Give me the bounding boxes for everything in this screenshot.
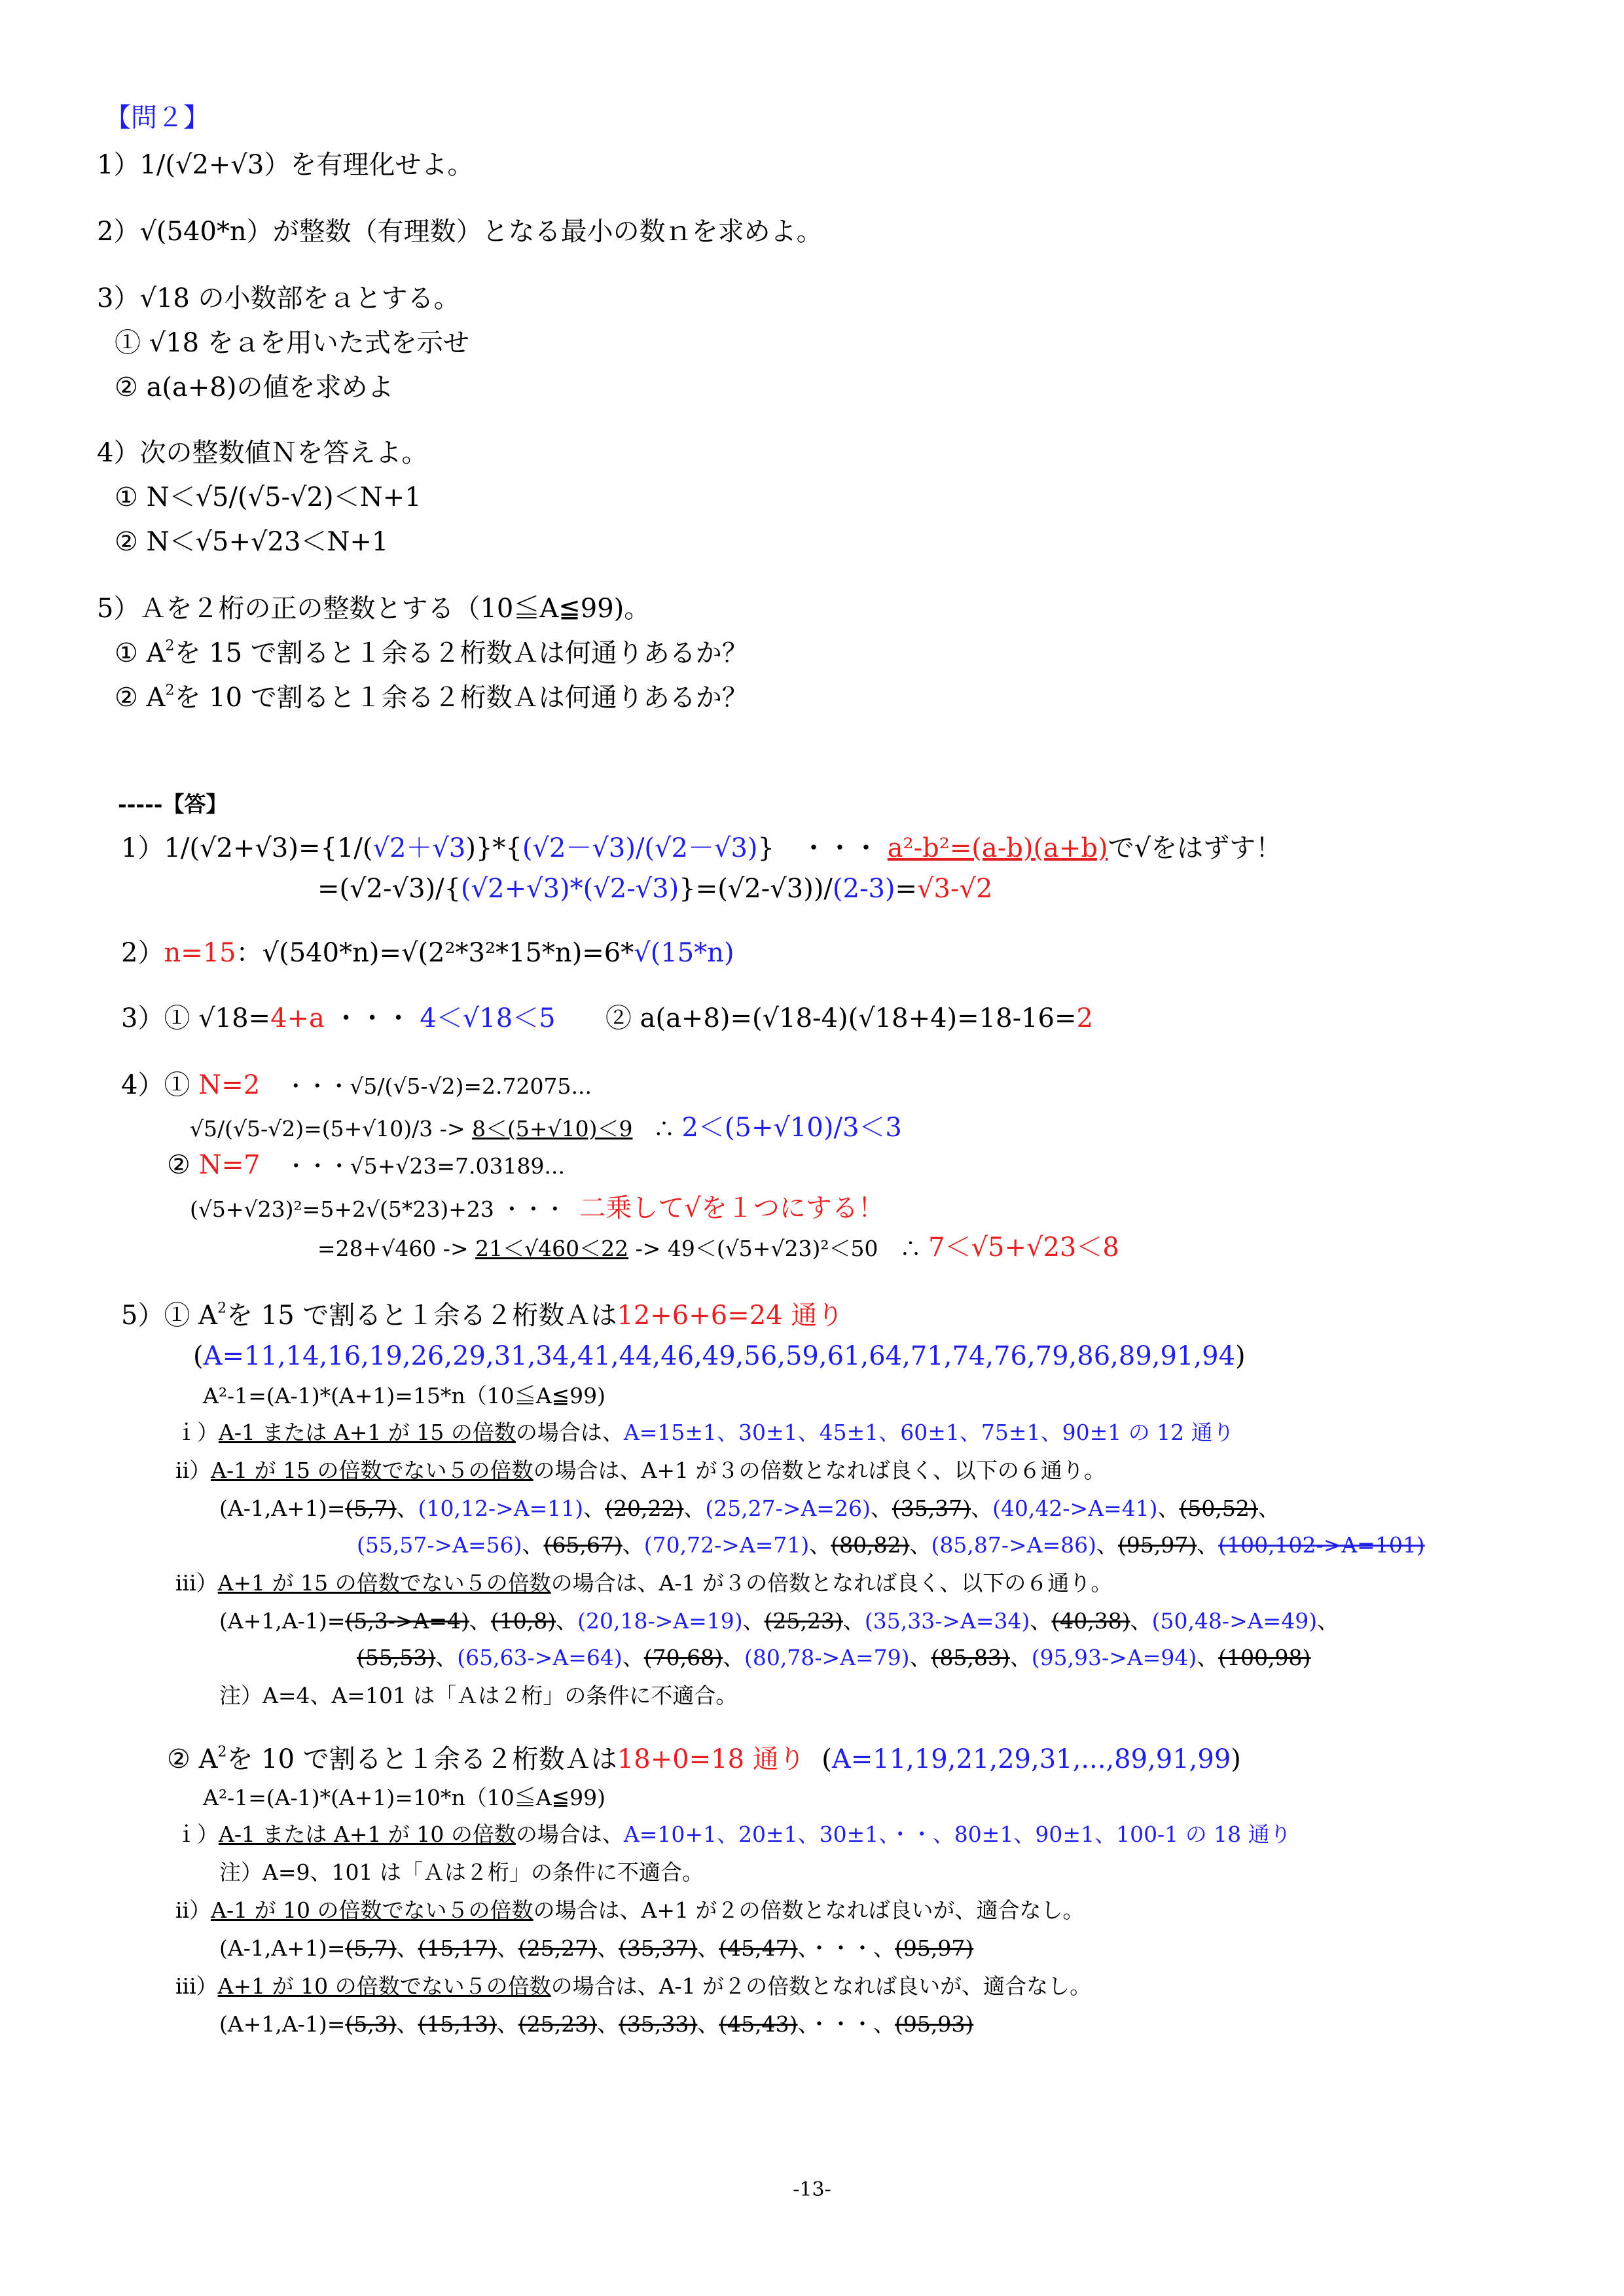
answer-5-1-note: 注）A=4、A=101 は「Ａは２桁」の条件に不適合。 xyxy=(219,1683,738,1708)
answer-1-line-1: 1）1/(√2+√3)={1/(√2＋√3)}*{(√2－√3)/(√2－√3)} ・・・ a²-b²=(a-b)(a+b)で√をはずす！ xyxy=(121,833,1282,863)
question-3-1: ① √18 をａを用いた式を示せ xyxy=(115,328,469,358)
page-title: 【問２】 xyxy=(105,103,209,133)
question-4: 4）次の整数値Ｎを答えよ。 xyxy=(97,438,428,468)
question-5: 5）Ａを２桁の正の整数とする（10≦A≦99)。 xyxy=(97,594,651,624)
answer-5-2: ② $A^2$を 10 で割ると１余る２桁数Ａは18+0=18 通り (A=11,19,21,29,31,...,89,91,99) xyxy=(167,1744,1241,1774)
question-3: 3）√18 の小数部をａとする。 xyxy=(97,283,460,314)
answer-5-1-case-ii-pairs-2: (55,57->A=56)、(65,67)、(70,72->A=71)、(80,82)、(85,87->A=86)、(95,97)、(100,102->A=101) xyxy=(357,1532,1425,1558)
answer-4-1-line-2: √5/(√5-√2)=(5+√10)/3 -> 8＜(5+√10)＜9 ∴ 2＜(5+√10)/3＜3 xyxy=(190,1113,902,1143)
answer-4-2-line-1: ② N=7 ・・・√5+√23=7.03189... xyxy=(167,1150,565,1180)
answer-5-1-equation: A²-1=(A-1)*(A+1)=15*n（10≦A≦99) xyxy=(203,1383,606,1408)
answer-5-1-case-ii-pairs-1: (A-1,A+1)=(5,7)、(10,12->A=11)、(20,22)、(25,27->A=26)、(35,37)、(40,42->A=41)、(50,52)、 xyxy=(219,1496,1280,1521)
answer-5-2-case-i: ｉ）A-1 または A+1 が 10 の倍数の場合は、A=10+1、20±1、30±1、・・、80±1、90±1、100-1 の 18 通り xyxy=(175,1821,1291,1847)
answer-5-2-note: 注）A=9、101 は「Ａは２桁」の条件に不適合。 xyxy=(219,1859,704,1885)
answer-5-1-case-ii: ⅱ）A-1 が 15 の倍数でない５の倍数の場合は、A+1 が３の倍数となれば良く、以下の６通り。 xyxy=(175,1458,1106,1483)
question-5-2: ② $A^2$を 10 で割ると１余る２桁数Ａは何通りあるか？ xyxy=(115,682,748,713)
answer-5-1-case-iii-pairs-2: (55,53)、(65,63->A=64)、(70,68)、(80,78->A=79)、(85,83)、(95,93->A=94)、(100,98) xyxy=(357,1645,1311,1670)
page-number: -13- xyxy=(793,2178,831,2201)
answers-heading: -----【答】 xyxy=(118,791,228,817)
question-2: 2）√(540*n）が整数（有理数）となる最小の数ｎを求めよ。 xyxy=(97,217,823,247)
answer-5-1-case-iii-pairs-1: (A+1,A-1)=(5,3->A=4)、(10,8)、(20,18->A=19)、(25,23)、(35,33->A=34)、(40,38)、(50,48->A=49)、 xyxy=(219,1608,1339,1634)
answer-5-2-case-iii-pairs: (A+1,A-1)=(5,3)、(15,13)、(25,23)、(35,33)、(45,43)、・・・、(95,93) xyxy=(219,2011,974,2037)
question-1: 1）1/(√2+√3）を有理化せよ。 xyxy=(97,150,474,180)
answer-5-1-list: (A=11,14,16,19,26,29,31,34,41,44,46,49,56,59,61,64,71,74,76,79,86,89,91,94) xyxy=(193,1341,1246,1371)
answer-4-1-line-1: 4）① N=2 ・・・√5/(√5-√2)=2.72075... xyxy=(121,1070,592,1100)
answer-5-1-case-i: ｉ）A-1 または A+1 が 15 の倍数の場合は、A=15±1、30±1、45±1、60±1、75±1、90±1 の 12 通り xyxy=(175,1420,1235,1445)
question-4-2: ② N＜√5+√23＜N+1 xyxy=(115,527,389,557)
answer-5-2-case-ii-pairs: (A-1,A+1)=(5,7)、(15,17)、(25,27)、(35,37)、(45,47)、・・・、(95,97) xyxy=(219,1935,974,1961)
answer-4-2-line-3: =28+√460 -> 21＜√460＜22 -> 49＜(√5+√23)²＜50 ∴ 7＜√5+√23＜8 xyxy=(317,1232,1119,1263)
answer-1-line-2: =(√2-√3)/{(√2+√3)*(√2-√3)}=(√2-√3))/(2-3)=√3-√2 xyxy=(317,874,993,904)
answer-5-1: 5）① $A^2$を 15 で割ると１余る２桁数Ａは12+6+6=24 通り xyxy=(121,1300,844,1331)
answer-4-2-line-2: (√5+√23)²=5+2√(5*23)+23 ・・・ 二乗して√を１つにする！ xyxy=(190,1193,884,1223)
question-4-1: ① N＜√5/(√5-√2)＜N+1 xyxy=(115,482,422,512)
answer-3: 3）① √18=4+a ・・・ 4＜√18＜5 ② a(a+8)=(√18-4)(√18+4)=18-16=2 xyxy=(121,1003,1093,1033)
answer-2: 2）n=15：√(540*n)=√(2²*3²*15*n)=6*√(15*n) xyxy=(121,938,734,968)
question-5-1: ① $A^2$を 15 で割ると１余る２桁数Ａは何通りあるか？ xyxy=(115,637,748,668)
question-3-2: ② a(a+8)の値を求めよ xyxy=(115,372,394,403)
answer-5-2-case-ii: ⅱ）A-1 が 10 の倍数でない５の倍数の場合は、A+1 が２の倍数となれば良いが、適合なし。 xyxy=(175,1897,1085,1923)
answer-5-2-equation: A²-1=(A-1)*(A+1)=10*n（10≦A≦99) xyxy=(203,1785,606,1810)
answer-5-1-case-iii: ⅲ）A+1 が 15 の倍数でない５の倍数の場合は、A-1 が３の倍数となれば良く、以下の６通り。 xyxy=(175,1570,1113,1596)
answer-5-2-case-iii: ⅲ）A+1 が 10 の倍数でない５の倍数の場合は、A-1 が２の倍数となれば良いが、適合なし。 xyxy=(175,1973,1092,1999)
